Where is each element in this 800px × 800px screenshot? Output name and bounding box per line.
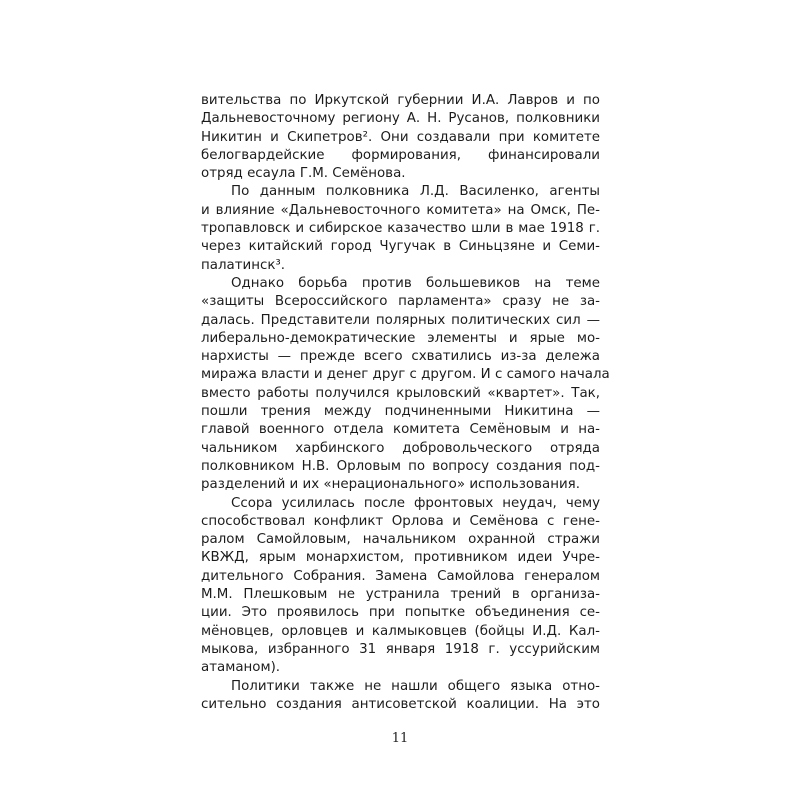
paragraph	[201, 678, 600, 715]
paragraph	[201, 495, 600, 678]
text-line: способствовал конфликт Орлова и Семёнова с гене-	[201, 513, 600, 529]
text-line: атаманом).	[201, 660, 281, 676]
text-line: сительно создания антисоветской коалиции. На это	[201, 696, 600, 712]
text-line: тропавловск и сибирское казачество шли в мае 1918 г.	[201, 221, 600, 237]
text-line: отряд есаула Г.М. Семёнова.	[201, 166, 406, 182]
book-page-text	[201, 92, 610, 714]
text-line: мёновцев, орловцев и калмыковцев (бойцы И.Д. Кал-	[201, 623, 600, 639]
text-line: разделений и их «нерационального» использования.	[201, 477, 580, 493]
text-line: через китайский город Чугучак в Синьцзяне и Семи-	[201, 239, 600, 255]
text-line: Политики также не нашли общего языка отно-	[231, 678, 600, 694]
paragraph	[201, 275, 610, 495]
text-line: Дальневосточному региону А. Н. Русанов, полковники	[201, 111, 600, 127]
text-line: чальником харбинского добровольческого отряда	[201, 440, 600, 456]
page-number: 11	[391, 731, 409, 746]
text-line: Ссора усилилась после фронтовых неудач, чему	[231, 495, 600, 511]
text-line: белогвардейские формирования, финансировали	[201, 147, 600, 163]
text-line: либерально-демократические элементы и ярые мо-	[201, 330, 600, 346]
paragraph	[201, 183, 600, 274]
text-line: главой военного отдела комитета Семёновым и на-	[201, 422, 600, 438]
text-line: и влияние «Дальневосточного комитета» на Омск, Пе-	[201, 202, 600, 218]
text-line: палатинск³.	[201, 257, 286, 273]
text-line: мыкова, избранного 31 января 1918 г. уссурийским	[201, 641, 600, 657]
text-line: дительного Собрания. Замена Самойлова генералом	[201, 568, 600, 584]
paragraph	[201, 92, 600, 183]
text-line: полковником Н.В. Орловым по вопросу создания под-	[201, 458, 600, 474]
text-line: ралом Самойловым, начальником охранной стражи	[201, 532, 600, 548]
text-line: По данным полковника Л.Д. Василенко, агенты	[231, 184, 600, 200]
text-line: вместо работы получился крыловский «квартет». Так,	[201, 385, 600, 401]
text-line: далась. Представители полярных политических сил —	[201, 312, 600, 328]
text-line: «защиты Всероссийского парламента» сразу не за-	[201, 294, 600, 310]
text-line: миража власти и денег друг с другом. И с самого начала	[201, 367, 610, 383]
text-line: вительства по Иркутской губернии И.А. Лавров и по	[201, 93, 600, 108]
text-line: ции. Это проявилось при попытке объединения се-	[201, 605, 600, 621]
text-line: пошли трения между подчиненными Никитина —	[201, 404, 600, 420]
text-line: нархисты — прежде всего схватились из-за дележа	[201, 349, 600, 365]
text-line: Никитин и Скипетров². Они создавали при комитете	[201, 129, 600, 145]
text-line: КВЖД, ярым монархистом, противником идеи Учре-	[201, 550, 600, 566]
text-line: М.М. Плешковым не устранила трений в организа-	[201, 587, 600, 603]
text-line: Однако борьба против большевиков на теме	[231, 275, 600, 291]
